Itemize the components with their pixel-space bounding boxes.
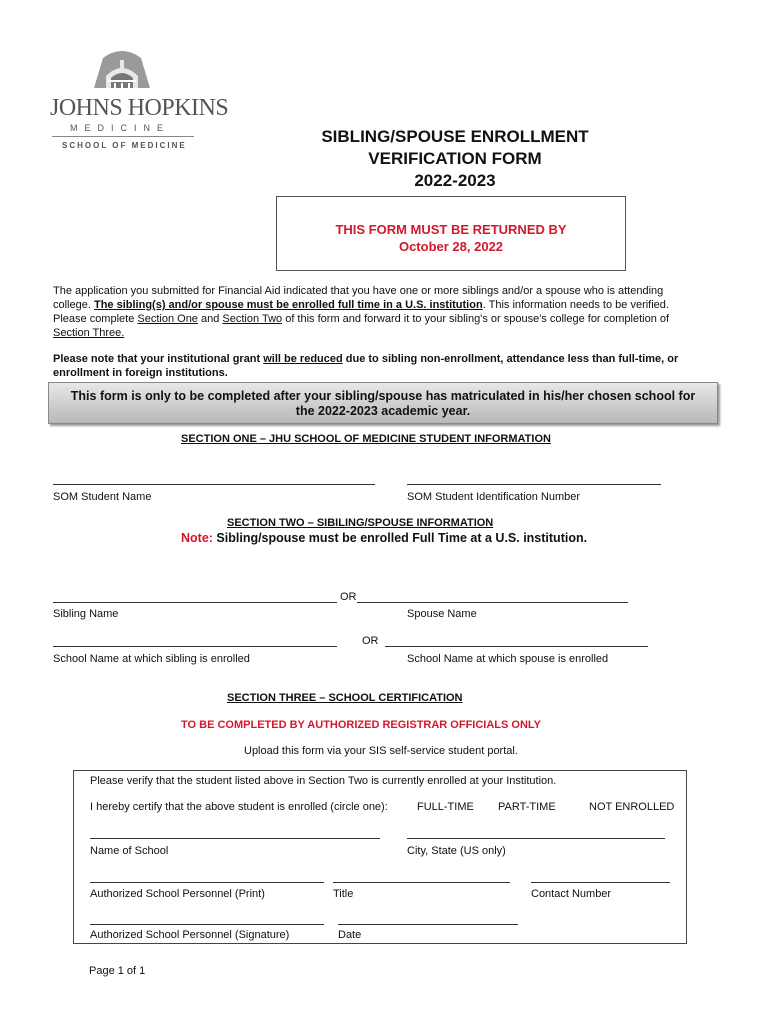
grant-note-a: Please note that your institutional grant <box>53 353 264 365</box>
intro-text-1: The application you submitted for Financial Aid indicated that you have one or more siblings and/or a spouse who is attending college. <box>53 285 664 311</box>
intro-text-2: . This information needs to be verified. Please complete <box>53 299 669 325</box>
registrar-only-notice: TO BE COMPLETED BY AUTHORIZED REGISTRAR OFFICIALS ONLY <box>181 719 541 731</box>
personnel-print-label: Authorized School Personnel (Print) <box>90 888 265 900</box>
intro-section-one: Section One <box>137 313 198 325</box>
personnel-print-field[interactable] <box>90 882 324 883</box>
sibling-name-label: Sibling Name <box>53 608 119 620</box>
school-name-label: Name of School <box>90 845 169 857</box>
personnel-signature-field[interactable] <box>90 924 324 925</box>
banner-line-1: This form is only to be completed after your sibling/spouse has matriculated in his/her chosen school for <box>70 389 696 403</box>
intro-and: and <box>197 313 223 325</box>
spouse-school-field[interactable] <box>385 646 648 647</box>
note-text: Sibling/spouse must be enrolled Full Time at a U.S. institution. <box>212 531 588 545</box>
option-full-time[interactable]: FULL-TIME <box>417 801 474 813</box>
return-line-1: THIS FORM MUST BE RETURNED BY <box>335 222 567 237</box>
city-state-label: City, State (US only) <box>407 845 506 857</box>
section-two-note <box>181 531 587 545</box>
return-date: October 28, 2022 <box>398 239 504 254</box>
title-line-3: 2022-2023 <box>414 171 496 190</box>
title-field[interactable] <box>333 882 510 883</box>
page-number: Page 1 of 1 <box>89 965 146 977</box>
section-three-heading: SECTION THREE – SCHOOL CERTIFICATION <box>227 692 463 704</box>
intro-paragraph <box>53 284 693 340</box>
personnel-signature-label: Authorized School Personnel (Signature) <box>90 929 290 941</box>
date-label: Date <box>338 929 362 941</box>
date-field[interactable] <box>338 924 518 925</box>
intro-section-two: Section Two <box>222 313 283 325</box>
intro-section-three: Section Three. <box>53 327 125 339</box>
section-one-heading: SECTION ONE – JHU SCHOOL OF MEDICINE STUDENT INFORMATION <box>181 433 551 445</box>
title-line-2: VERIFICATION FORM <box>368 149 542 168</box>
intro-requirement: The sibling(s) and/or spouse must be enrolled full time in a U.S. institution <box>93 299 483 311</box>
sibling-name-field[interactable] <box>53 602 337 603</box>
certify-text: I hereby certify that the above student is enrolled (circle one): <box>90 801 388 813</box>
sibling-school-field[interactable] <box>53 646 337 647</box>
return-deadline-box <box>276 196 626 271</box>
contact-number-label: Contact Number <box>531 888 612 900</box>
option-part-time[interactable]: PART-TIME <box>498 801 556 813</box>
logo-divider <box>52 136 194 137</box>
grant-note <box>53 352 693 380</box>
form-title <box>255 126 655 192</box>
contact-number-field[interactable] <box>531 882 670 883</box>
or-divider-2: OR <box>362 635 379 647</box>
sibling-school-label: School Name at which sibling is enrolled <box>53 653 250 665</box>
spouse-name-label: Spouse Name <box>407 608 477 620</box>
certification-box <box>73 770 687 944</box>
banner-line-2: the 2022-2023 academic year. <box>295 404 471 418</box>
upload-instructions: Upload this form via your SIS self-service student portal. <box>244 745 518 757</box>
city-state-field[interactable] <box>407 838 665 839</box>
school-name-field[interactable] <box>90 838 380 839</box>
spouse-name-field[interactable] <box>357 602 628 603</box>
verify-text: Please verify that the student listed above in Section Two is currently enrolled at your Institution. <box>90 775 557 787</box>
som-student-id-label: SOM Student Identification Number <box>407 491 581 503</box>
title-line-1: SIBLING/SPOUSE ENROLLMENT <box>321 127 589 146</box>
section-two-heading: SECTION TWO – SIBILING/SPOUSE INFORMATION <box>227 517 494 529</box>
note-label: Note: <box>181 531 213 545</box>
som-student-name-label: SOM Student Name <box>53 491 152 503</box>
intro-text-3: of this form and forward it to your sibling's or spouse's college for completion of <box>282 313 670 325</box>
spouse-school-label: School Name at which spouse is enrolled <box>407 653 609 665</box>
title-label: Title <box>333 888 354 900</box>
som-student-name-field[interactable] <box>53 484 375 485</box>
or-divider-1: OR <box>340 591 357 603</box>
logo-medicine: MEDICINE <box>70 123 171 133</box>
option-not-enrolled[interactable]: NOT ENROLLED <box>589 801 675 813</box>
logo-name: JOHNS HOPKINS <box>50 95 229 121</box>
grant-note-b: due to sibling non-enrollment, attendance less than full-time, or enrollment in foreign institutions. <box>53 353 679 379</box>
grant-note-reduced: will be reduced <box>263 353 343 365</box>
logo-school: SCHOOL OF MEDICINE <box>62 141 187 150</box>
matriculation-banner <box>48 382 718 424</box>
som-student-id-field[interactable] <box>407 484 661 485</box>
